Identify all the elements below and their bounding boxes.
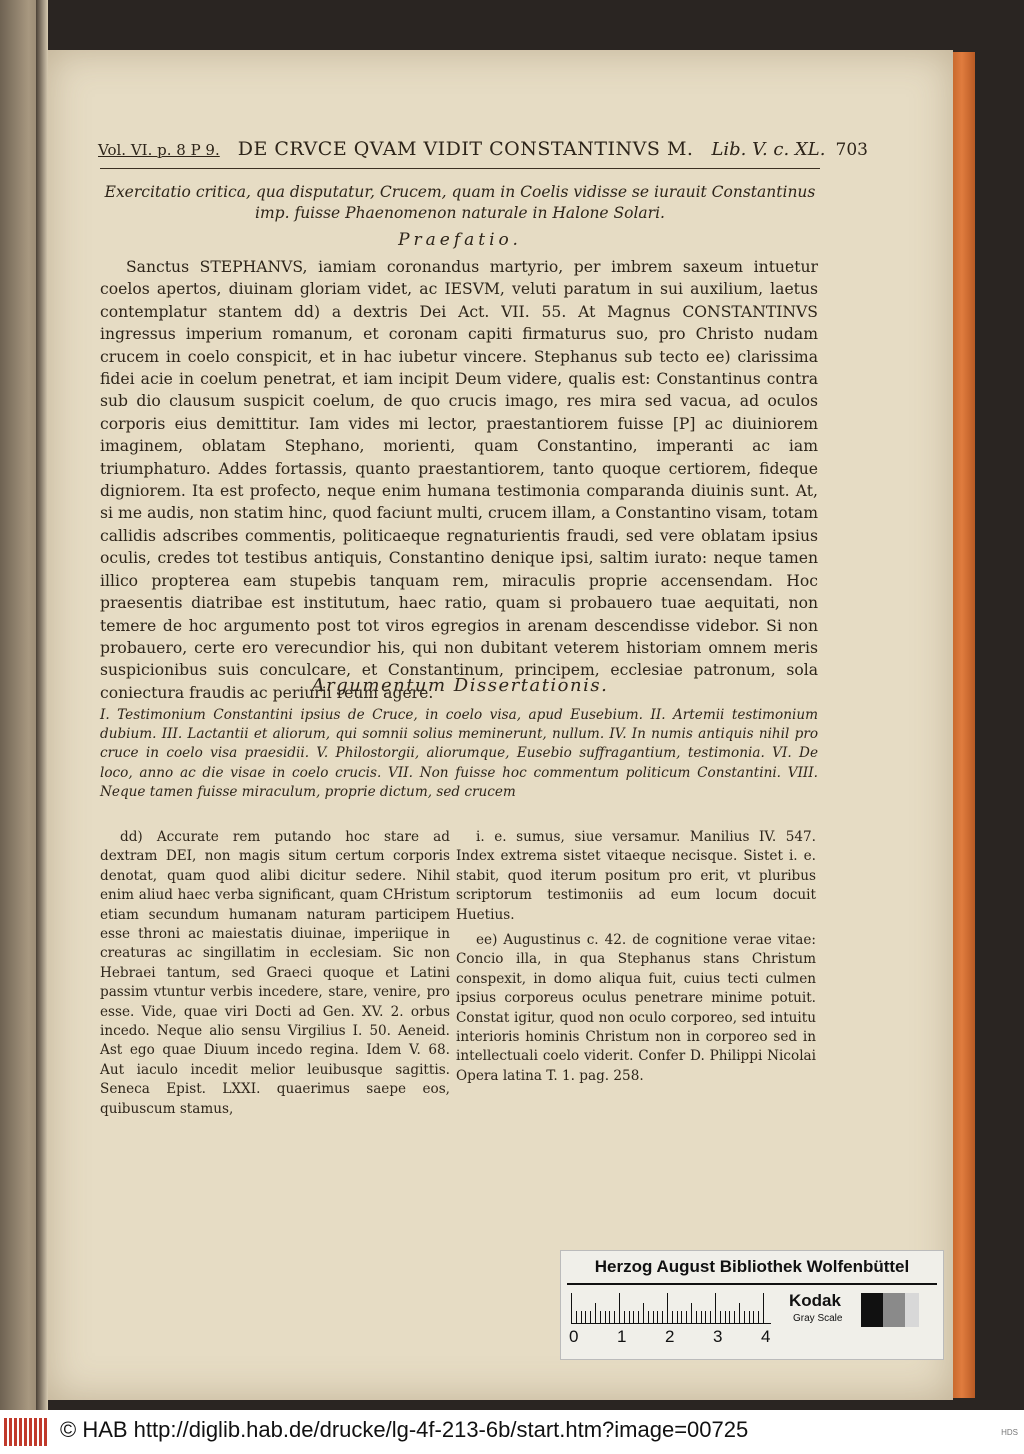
- ruler-tick: [629, 1311, 630, 1323]
- head-rule: [100, 168, 820, 169]
- ruler-tick: [576, 1311, 577, 1323]
- gray-patch-mid: [883, 1293, 905, 1327]
- label-rule: [567, 1283, 937, 1285]
- ruler-number-4: 4: [761, 1327, 771, 1346]
- ruler-number-2: 2: [665, 1327, 675, 1346]
- ruler-tick: [753, 1311, 754, 1323]
- volume-reference: Vol. VI. p. 8 P 9.: [98, 141, 220, 159]
- ruler-tick: [590, 1311, 591, 1323]
- ruler-tick: [701, 1311, 702, 1323]
- ruler-tick: [715, 1293, 716, 1323]
- scale-ruler: [571, 1289, 771, 1324]
- book-binding: [36, 0, 48, 1410]
- ruler-tick: [749, 1311, 750, 1323]
- ruler-tick: [691, 1303, 692, 1323]
- ruler-tick: [667, 1293, 668, 1323]
- ruler-tick: [734, 1311, 735, 1323]
- ruler-tick: [638, 1311, 639, 1323]
- footnote-dd-continued: i. e. sumus, siue versamur. Manilius IV. 547. Index extrema sistet vitaeque necisque. Sistet i. e. stabit, quod iterum positum pro erit, vt pluribus scriptorum testimoniis ad eum locum docuit Huetius.: [456, 829, 816, 923]
- running-head: [98, 138, 868, 164]
- ruler-tick: [609, 1311, 610, 1323]
- library-name: Herzog August Bibliothek Wolfenbüttel: [594, 1257, 910, 1276]
- ruler-tick: [633, 1311, 634, 1323]
- ruler-number-3: 3: [713, 1327, 723, 1346]
- page-edge: [953, 52, 975, 1398]
- ruler-tick: [744, 1311, 745, 1323]
- footer-mark: HDS: [1001, 1428, 1018, 1437]
- ruler-tick: [614, 1311, 615, 1323]
- gray-patch-light: [905, 1293, 919, 1327]
- ruler-tick: [648, 1311, 649, 1323]
- chapter-reference: Lib. V. c. XL.: [711, 139, 826, 160]
- ruler-tick: [696, 1311, 697, 1323]
- gray-patch-black: [861, 1293, 883, 1327]
- footer-bar: [0, 1410, 1024, 1454]
- ruler-tick: [725, 1311, 726, 1323]
- praefatio-text: Sanctus STEPHANVS, iamiam coronandus martyrio, per imbrem saxeum intuetur coelos apertos, diuinam gloriam videt, ac IESVM, veluti paratum in sui auxilium, laetus contemplatur stantem dd) a dextris Dei Act. VII. 55. At Magnus CONSTANTINVS ingressus imperium romanum, et coronam capiti firmaturus suo, pro Christo nudam crucem in coelo conspicit, et in hac iubetur vincere. Stephanus sub tecto ee) clarissima fidei acie in coelum penetrat, et iam incipit Deum videre, qualis est: Constantinus contra sub dio clausum suspicit coelum, de quo crucis imago, res mira sed vacua, ad oculos corporis eius demittitur. Iam vides mi lector, praestantiorem fuisse [P] ac diuiniorem imaginem, oblatam Stephano, morienti, quam Constantino, imperanti ac iam triumphaturo. Addes fortassis, quanto praestantiorem, tanto quoque certiorem, fideque digniorem. Ita est profecto, neque enim humana testimonia comparanda diuinis sunt. At, si me audis, non statim hinc, quod faciunt multi, crucem illam, a Constantino visam, totam callidis adscribes commentis, politicaeque regnaturientis fraudi, sed vere oblatam ipsius oculis, credes tot testibus antiquis, Constantino denique ipsi, saltim iurato: neque tamen illico propterea eam stupebis tanquam rem, miraculis proprie accensendam. Hoc praesentis diatribae est institutum, haec ratio, quam si probauero tuae aequitati, non temere de hoc argumento post tot viros egregios in arenam descendisse videbor. Si non probauero, certe ero verecundior his, qui non dubitant veterem historiam omnem meris suspicionibus suis conculcare, et Constantinum, principem, ecclesiae patronum, sola coniectura fraudis ac periurii reum agere.: [100, 258, 818, 702]
- ruler-tick: [657, 1311, 658, 1323]
- ruler-tick: [662, 1311, 663, 1323]
- ruler-tick: [705, 1311, 706, 1323]
- praefatio-heading: Praefatio.: [398, 230, 522, 250]
- ruler-tick: [763, 1293, 764, 1323]
- ruler-tick: [600, 1311, 601, 1323]
- hab-logo-icon: [4, 1418, 48, 1446]
- ruler-tick: [672, 1311, 673, 1323]
- ruler-tick: [758, 1311, 759, 1323]
- ruler-tick: [581, 1311, 582, 1323]
- gray-scale-caption: Gray Scale: [793, 1313, 843, 1324]
- ruler-tick: [710, 1311, 711, 1323]
- argumentum-heading: Argumentum Dissertationis.: [311, 675, 609, 696]
- ruler-number-1: 1: [617, 1327, 627, 1346]
- page-number: 703: [835, 140, 868, 160]
- library-color-label: [560, 1250, 944, 1360]
- ruler-tick: [729, 1311, 730, 1323]
- ruler-tick: [677, 1311, 678, 1323]
- ruler-tick: [624, 1311, 625, 1323]
- ruler-tick: [653, 1311, 654, 1323]
- exercitatio-title: Exercitatio critica, qua disputatur, Crucem, quam in Coelis vidisse se iurauit Constantinus imp. fuisse Phaenomenon naturale in Halone Solari.: [104, 183, 816, 222]
- footnote-ee: ee) Augustinus c. 42. de cognitione verae vitae: Concio illa, in qua Stephanus stans Christum conspexit, in domo aliqua fuit, cuius tecti culmen ipsius corporeus oculus penetrare minime potuit. Constat igitur, quod non oculo corporeo, sed intuitu interioris hominis Christum non in corporeo sed in intellectuali coelo viderit. Confer D. Philippi Nicolai Opera latina T. 1. pag. 258.: [456, 932, 816, 1084]
- ruler-tick: [595, 1303, 596, 1323]
- ruler-tick: [585, 1311, 586, 1323]
- ruler-tick: [681, 1311, 682, 1323]
- ruler-tick: [720, 1311, 721, 1323]
- ruler-tick: [686, 1311, 687, 1323]
- footer-url[interactable]: © HAB http://diglib.hab.de/drucke/lg-4f-213-6b/start.htm?image=00725: [60, 1417, 749, 1442]
- ruler-tick: [619, 1293, 620, 1323]
- argumentum-text: I. Testimonium Constantini ipsius de Cruce, in coelo visa, apud Eusebium. II. Artemii testimonium dubium. III. Lactantii et aliorum, qui somnii solius meminerunt, nullum. IV. In numis antiquis nihil pro cruce in coelo visa praesidii. V. Philostorgii, aliorumque, Eusebio suffragantium, testimonia. VI. De loco, anno ac die visae in coelo crucis. VII. Non fuisse hoc commentum politicum Constantini. VIII. Neque tamen fuisse miraculum, proprie dictum, sed crucem: [100, 707, 818, 800]
- ruler-tick: [739, 1303, 740, 1323]
- footnote-column-left: [100, 828, 450, 1125]
- footnote-dd: dd) Accurate rem putando hoc stare ad dextram DEI, non magis situm certum corporis denotat, quam quod alibi dicitur sedere. Nihil enim aliud haec verba significant, quam CHristum etiam secundum humanam naturam participem esse throni ac maiestatis diuinae, imperiique in creaturas ac singillatim in ecclesiam. Sic non Hebraei tantum, sed Graeci quoque et Latini passim vtuntur verbis incedere, stare, venire, pro esse. Vide, quae viri Docti ad Gen. XV. 2. orbus incedo. Neque alio sensu Virgilius I. 50. Aeneid. Ast ego quae Diuum incedo regina. Idem V. 68. Aut iaculo incedit melior leuibusque sagittis. Seneca Epist. LXXI. quaerimus saepe eos, quibuscum stamus,: [100, 829, 450, 1117]
- ruler-tick: [605, 1311, 606, 1323]
- book-page: [48, 50, 953, 1400]
- ruler-tick: [643, 1303, 644, 1323]
- footnote-column-right: [456, 828, 816, 1092]
- kodak-logo: Kodak: [789, 1291, 841, 1310]
- running-title: DE CRVCE QVAM VIDIT CONSTANTINVS M.: [237, 138, 694, 160]
- ruler-tick: [571, 1293, 572, 1323]
- ruler-number-0: 0: [569, 1327, 579, 1346]
